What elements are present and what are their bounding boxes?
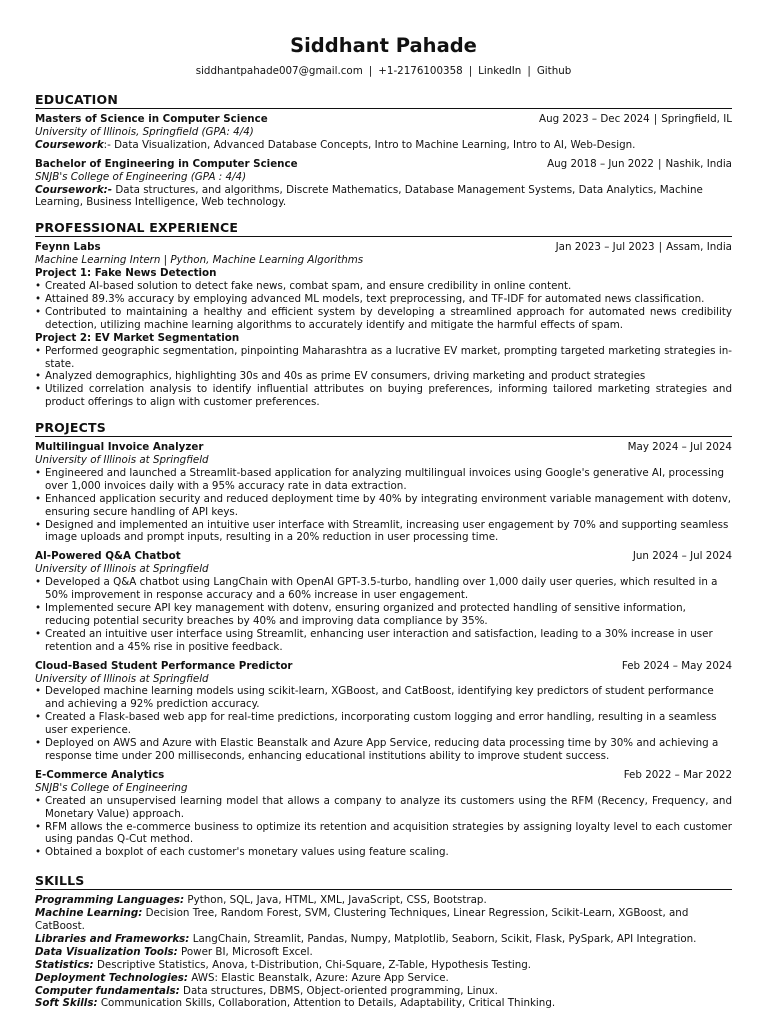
skill-value: Decision Tree, Random Forest, SVM, Clustering Techniques, Linear Regression, Scikit-Learn, XGBoost, and CatBoost. (35, 907, 689, 933)
dates: Feb 2022 – Mar 2022 (623, 768, 732, 781)
coursework-label: Coursework (35, 138, 104, 151)
projects-section (35, 420, 732, 859)
skill-line (35, 985, 732, 998)
school: University of Illinois, Springfield (GPA: 4/4) (35, 125, 254, 138)
skill-label: Programming Languages: (35, 894, 185, 907)
coursework (35, 184, 732, 210)
linkedin-link[interactable]: LinkedIn (478, 65, 522, 77)
skill-label: Statistics: (35, 958, 94, 971)
skill-value: Communication Skills, Collaboration, Attention to Details, Adaptability, Critical Thinking. (97, 997, 556, 1010)
experience-entry (35, 241, 732, 409)
bullet-item: • Created AI-based solution to detect fake news, combat spam, and ensure credibility in online content. (35, 280, 732, 293)
bullet-item: • RFM allows the e-commerce business to optimize its retention and acquisition strategies by assigning loyalty level to each customer using pandas Q-Cut method. (35, 821, 732, 847)
bullet-item: • Obtained a boxplot of each customer's monetary values using feature scaling. (35, 846, 732, 859)
bullet-item: • Created an unsupervised learning model that allows a company to analyze its customers using the RFM (Recency, Frequency, and Monetary Value) approach. (35, 795, 732, 821)
separator: | (657, 157, 662, 170)
skill-line (35, 997, 732, 1010)
dates: Aug 2018 – Jun 2022 (547, 157, 654, 170)
project-entry (35, 769, 732, 859)
section-title-education: EDUCATION (35, 92, 732, 109)
section-title-skills: SKILLS (35, 873, 732, 890)
separator: | (368, 65, 373, 77)
bullet-item: • Performed geographic segmentation, pinpointing Maharashtra as a lucrative EV market, prompting targeted marketing strategies in-state. (35, 345, 732, 371)
education-section (35, 92, 732, 209)
coursework-label: Coursework:- (35, 183, 113, 196)
email-link[interactable]: siddhantpahade007@gmail.com (195, 65, 363, 77)
location: Nashik, India (665, 157, 732, 170)
bullet-item: • Developed machine learning models using scikit-learn, XGBoost, and CatBoost, identifying key predictors of student performance and achieving a 92% prediction accuracy. (35, 685, 732, 711)
coursework-text: Data structures, and algorithms, Discrete Mathematics, Database Management Systems, Data Analytics, Machine Learning, Business Intelligence, Web technology. (35, 183, 703, 209)
project-org: SNJB's College of Engineering (35, 781, 188, 794)
skill-value: Descriptive Statistics, Anova, t-Distribution, Chi-Square, Z-Table, Hypothesis Testing. (93, 958, 532, 971)
skill-label: Computer fundamentals: (35, 984, 180, 997)
skills-section (35, 873, 732, 1010)
education-entry (35, 113, 732, 152)
bullet-item: • Designed and implemented an intuitive user interface with Streamlit, increasing user engagement by 70% and supporting seamless image uploads and prompt inputs, resulting in a 20% reduction in user processing time. (35, 519, 732, 545)
skill-label: Machine Learning: (35, 907, 143, 920)
dates: Jun 2024 – Jul 2024 (632, 550, 732, 563)
candidate-name: Siddhant Pahade (290, 34, 477, 57)
skill-line (35, 946, 732, 959)
dates: Feb 2024 – May 2024 (621, 659, 732, 672)
project-org: University of Illinois at Springfield (35, 454, 209, 467)
role: Machine Learning Intern | Python, Machine Learning Algorithms (35, 254, 364, 267)
school: SNJB's College of Engineering (GPA : 4/4) (35, 170, 247, 183)
dates: Jan 2023 – Jul 2023 (555, 241, 655, 254)
bullet-list (35, 280, 732, 332)
contact-line (35, 64, 732, 78)
coursework-text: :- Data Visualization, Advanced Database Concepts, Intro to Machine Learning, Intro to AI, Web-Design. (103, 138, 636, 151)
project-name: AI-Powered Q&A Chatbot (35, 550, 181, 563)
skill-label: Deployment Technologies: (35, 971, 189, 984)
project-org: University of Illinois at Springfield (35, 563, 209, 576)
project-entry (35, 550, 732, 653)
project-entry (35, 441, 732, 544)
bullet-list (35, 345, 732, 410)
company: Feynn Labs (35, 241, 101, 254)
project-name: E-Commerce Analytics (35, 768, 165, 781)
separator: | (653, 113, 658, 125)
education-entry (35, 158, 732, 210)
project-title: Project 1: Fake News Detection (35, 267, 217, 280)
coursework (35, 139, 732, 152)
skill-value: AWS: Elastic Beanstalk, Azure: Azure App Service. (188, 971, 449, 984)
skill-value: LangChain, Streamlit, Pandas, Numpy, Matplotlib, Seaborn, Scikit, Flask, PySpark, API Integration. (189, 932, 697, 945)
skill-line (35, 894, 732, 907)
skill-line (35, 933, 732, 946)
skill-line (35, 959, 732, 972)
dates: May 2024 – Jul 2024 (627, 441, 732, 454)
section-title-projects: PROJECTS (35, 420, 732, 437)
bullet-list (35, 685, 732, 762)
bullet-item: • Created an intuitive user interface using Streamlit, enhancing user interaction and satisfaction, leading to a 30% increase in user retention and a 45% rise in positive feedback. (35, 628, 732, 654)
bullet-item: • Engineered and launched a Streamlit-based application for analyzing multilingual invoices using Google's generative AI, processing over 1,000 invoices daily with a 95% accuracy rate in data extraction. (35, 467, 732, 493)
skill-value: Python, SQL, Java, HTML, XML, JavaScript, CSS, Bootstrap. (184, 894, 487, 907)
experience-section (35, 220, 732, 409)
degree: Masters of Science in Computer Science (35, 113, 268, 125)
project-name: Multilingual Invoice Analyzer (35, 441, 204, 454)
skill-value: Power BI, Microsoft Excel. (177, 945, 313, 958)
date-location (531, 113, 732, 126)
github-link[interactable]: Github (536, 65, 572, 77)
separator: | (527, 65, 531, 77)
skill-label: Data Visualization Tools: (35, 945, 178, 958)
bullet-list (35, 576, 732, 653)
date-location (539, 158, 732, 171)
separator: | (658, 241, 663, 254)
bullet-item: • Developed a Q&A chatbot using LangChain with OpenAI GPT-3.5-turbo, handling over 1,000 daily user queries, which resulted in a 50% improvement in response accuracy and a 60% increase in user engagement. (35, 576, 732, 602)
bullet-item: • Utilized correlation analysis to identify influential attributes on buying preferences, informing tailored marketing strategies and product offerings to align with customer preferences. (35, 383, 732, 409)
skill-label: Libraries and Frameworks: (35, 932, 190, 945)
dates: Aug 2023 – Dec 2024 (539, 113, 650, 125)
bullet-item: • Enhanced application security and reduced deployment time by 40% by integrating environment variable management with dotenv, ensuring secure handling of API keys. (35, 493, 732, 519)
skill-line (35, 972, 732, 985)
separator: | (468, 65, 473, 77)
project-name: Cloud-Based Student Performance Predictor (35, 659, 293, 672)
location: Springfield, IL (661, 113, 732, 125)
bullet-list (35, 795, 732, 860)
phone-number: +1-2176100358 (378, 65, 463, 77)
project-entry (35, 660, 732, 763)
bullet-item: • Analyzed demographics, highlighting 30s and 40s as prime EV consumers, driving marketing and product strategies (35, 370, 732, 383)
bullet-list (35, 467, 732, 544)
bullet-item: • Attained 89.3% accuracy by employing advanced ML models, text preprocessing, and TF-IDF for automated news classification. (35, 293, 732, 306)
skill-label: Soft Skills: (35, 997, 98, 1010)
bullet-item: • Created a Flask-based web app for real-time predictions, incorporating custom logging and error handling, resulting in a seamless user experience. (35, 711, 732, 737)
section-title-experience: PROFESSIONAL EXPERIENCE (35, 220, 732, 237)
project-org: University of Illinois at Springfield (35, 672, 209, 685)
bullet-item: • Contributed to maintaining a healthy and efficient system by developing a streamlined approach for automated news credibility detection, utilizing machine learning algorithms to accurately identify and mitigate the harmful effects of spam. (35, 306, 732, 332)
bullet-item: • Deployed on AWS and Azure with Elastic Beanstalk and Azure App Service, reducing data processing time by 30% and achieving a response time under 200 milliseconds, enhancing educational institutions ability to improve student success. (35, 737, 732, 763)
skill-line (35, 907, 732, 933)
location: Assam, India (666, 241, 732, 254)
bullet-item: • Implemented secure API key management with dotenv, ensuring organized and protected handling of sensitive information, reducing potential security breaches by 40% and improving data compliance by 35%. (35, 602, 732, 628)
date-location (548, 241, 732, 254)
degree: Bachelor of Engineering in Computer Science (35, 157, 298, 170)
project-title: Project 2: EV Market Segmentation (35, 331, 240, 344)
skill-value: Data structures, DBMS, Object-oriented programming, Linux. (179, 984, 498, 997)
